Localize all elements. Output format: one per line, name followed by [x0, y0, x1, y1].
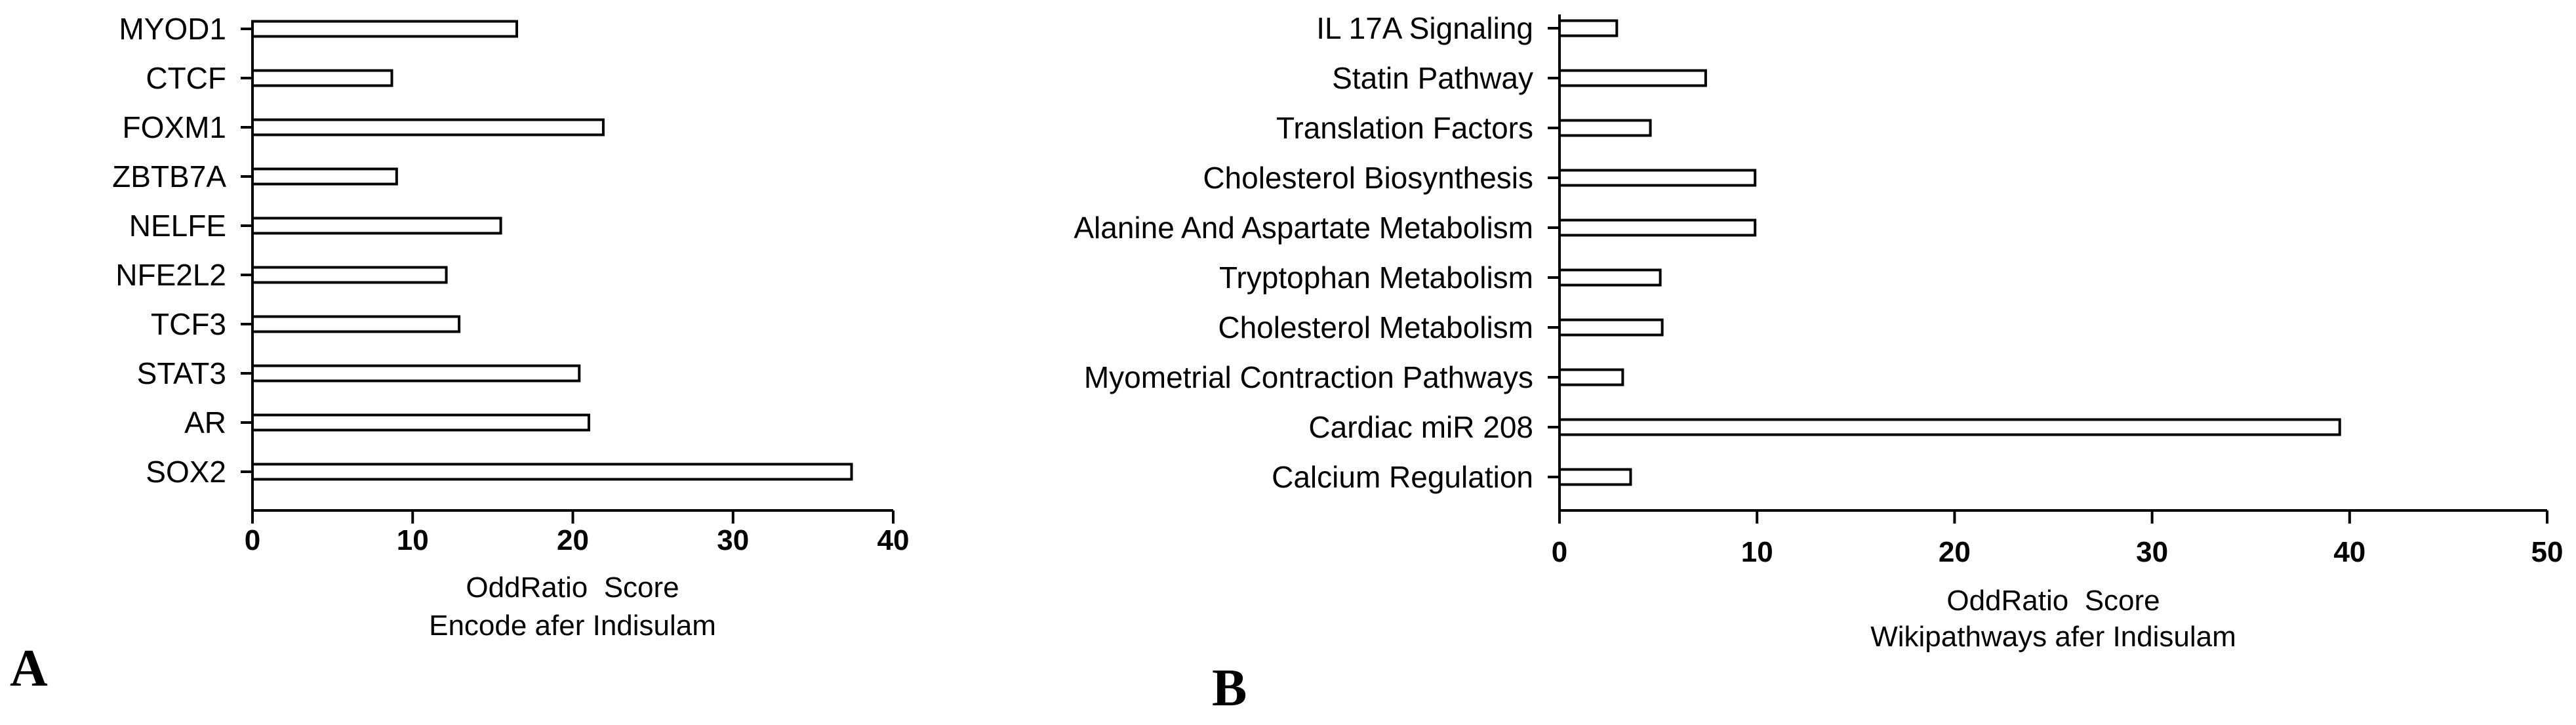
bar	[252, 268, 447, 283]
x-tick-label: 50	[2531, 536, 2564, 568]
category-label: Cholesterol Biosynthesis	[1203, 161, 1533, 195]
bar	[1560, 121, 1651, 136]
bar	[1560, 171, 1755, 186]
bar	[252, 120, 603, 135]
x-tick-label: 10	[396, 524, 429, 556]
bar	[1560, 21, 1617, 36]
panel-b-chart	[1074, 11, 2563, 717]
x-tick-label: 40	[2333, 536, 2366, 568]
bar	[1560, 320, 1662, 335]
x-axis-title: OddRatio Score	[1946, 585, 2160, 617]
bar	[252, 415, 589, 430]
category-label: Cholesterol Metabolism	[1218, 310, 1533, 344]
category-label: Tryptophan Metabolism	[1219, 260, 1533, 295]
x-tick-label: 20	[557, 524, 589, 556]
category-label: Translation Factors	[1276, 111, 1533, 145]
bar	[252, 218, 501, 234]
category-label: Myometrial Contraction Pathways	[1083, 360, 1533, 394]
category-label: Calcium Regulation	[1272, 460, 1533, 494]
bar	[1560, 420, 2340, 435]
x-tick-label: 0	[244, 524, 261, 556]
panel-letter: B	[1212, 659, 1247, 717]
x-axis-title: OddRatio Score	[466, 571, 679, 604]
bar	[1560, 470, 1630, 485]
category-label: STAT3	[136, 356, 226, 390]
category-label: MYOD1	[119, 12, 226, 46]
x-tick-label: 10	[1741, 536, 1773, 568]
bar	[1560, 270, 1660, 285]
x-tick-label: 20	[1938, 536, 1971, 568]
x-axis-subtitle: Wikipathways afer Indisulam	[1870, 621, 2236, 653]
bar	[252, 366, 579, 381]
category-label: SOX2	[146, 455, 226, 489]
category-label: IL 17A Signaling	[1316, 11, 1533, 45]
category-label: TCF3	[151, 307, 226, 341]
bar	[1560, 220, 1755, 236]
category-label: AR	[184, 405, 226, 440]
category-label: Statin Pathway	[1332, 61, 1533, 95]
x-tick-label: 30	[717, 524, 750, 556]
category-label: Alanine And Aspartate Metabolism	[1074, 211, 1533, 245]
panel-letter: A	[10, 640, 48, 697]
category-label: NFE2L2	[115, 258, 226, 292]
category-label: FOXM1	[122, 110, 226, 144]
x-tick-label: 40	[877, 524, 910, 556]
x-axis-subtitle: Encode afer Indisulam	[429, 610, 716, 642]
category-label: ZBTB7A	[112, 159, 226, 194]
bar	[252, 465, 851, 480]
bar	[1560, 370, 1622, 385]
bar	[252, 317, 459, 332]
bar	[252, 22, 517, 37]
panel-a-chart	[10, 12, 909, 697]
bar	[252, 71, 392, 86]
bar	[1560, 71, 1706, 86]
category-label: Cardiac miR 208	[1308, 410, 1533, 444]
x-tick-label: 0	[1551, 536, 1568, 568]
bar	[252, 169, 397, 184]
category-label: CTCF	[146, 61, 226, 95]
x-tick-label: 30	[2136, 536, 2169, 568]
category-label: NELFE	[129, 209, 226, 243]
